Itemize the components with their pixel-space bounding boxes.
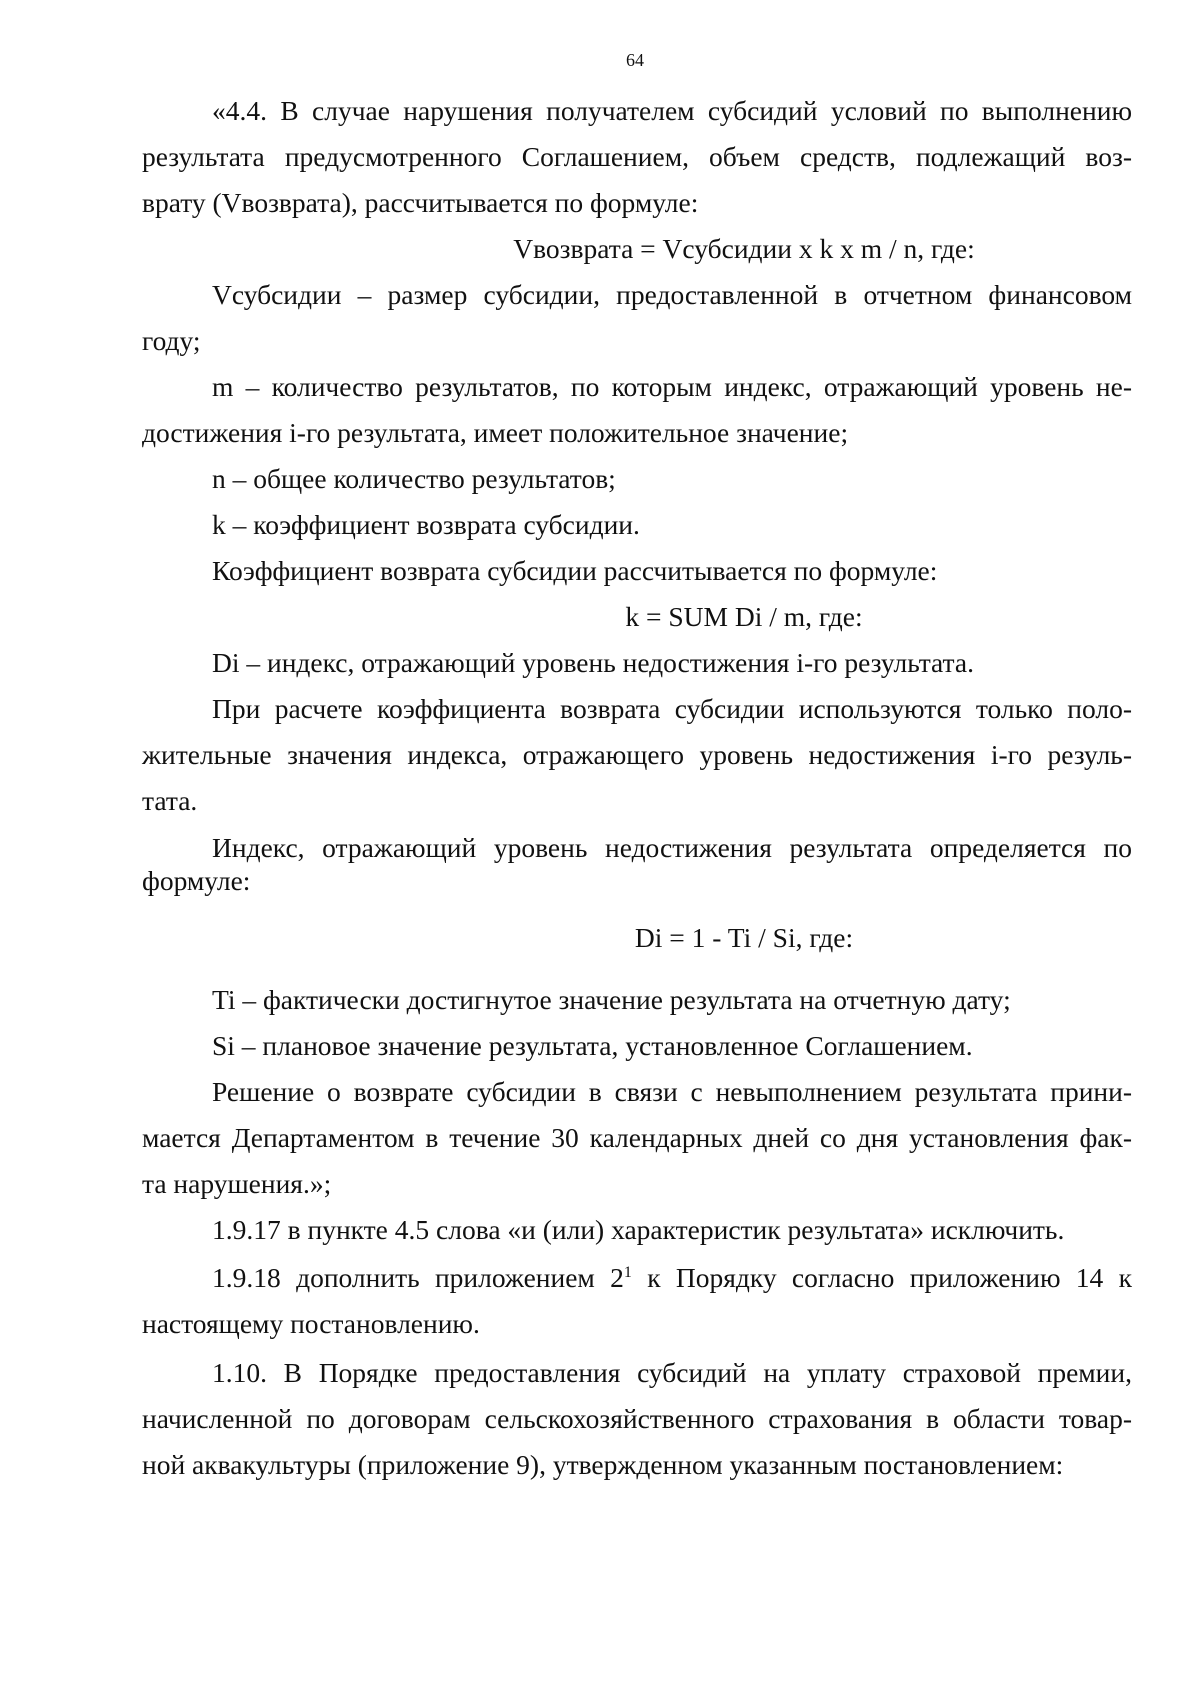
text-line: году; bbox=[142, 325, 201, 356]
page-number: 64 bbox=[626, 50, 644, 70]
text-line: n – общее количество результатов; bbox=[212, 463, 616, 494]
text-line: результата предусмотренного Соглашением, объем средств, подлежащий воз- bbox=[142, 141, 1132, 172]
formula-k: k = SUM Di / m, где: bbox=[625, 601, 863, 632]
text-line: формуле: bbox=[142, 865, 251, 896]
text-line: Решение о возврате субсидии в связи с невыполнением результата прини- bbox=[212, 1076, 1132, 1107]
text-line: Индекс, отражающий уровень недостижения результата определяется по bbox=[212, 832, 1132, 863]
superscript: 1 bbox=[623, 1263, 632, 1281]
text-segment: 1.9.18 дополнить приложением 2 bbox=[212, 1262, 624, 1293]
text-line: При расчете коэффициента возврата субсидии используются только поло- bbox=[212, 693, 1132, 724]
text-line: m – количество результатов, по которым индекс, отражающий уровень не- bbox=[212, 371, 1132, 402]
text-line: Коэффициент возврата субсидии рассчитывается по формуле: bbox=[212, 555, 938, 586]
text-line: Vсубсидии – размер субсидии, предоставленной в отчетном финансовом bbox=[212, 279, 1132, 310]
text-line: «4.4. В случае нарушения получателем субсидий условий по выполнению bbox=[212, 95, 1132, 126]
text-line: тата. bbox=[142, 785, 198, 816]
text-line: начисленной по договорам сельскохозяйственного страхования в области товар- bbox=[142, 1403, 1132, 1434]
text-line: жительные значения индекса, отражающего уровень недостижения i-го резуль- bbox=[142, 739, 1132, 770]
text-segment: к Порядку согласно приложению 14 к bbox=[631, 1262, 1132, 1293]
text-line bbox=[212, 1262, 1132, 1294]
formula-di: Di = 1 - Ti / Si, где: bbox=[634, 922, 854, 953]
text-line: мается Департаментом в течение 30 календарных дней со дня установления фак- bbox=[142, 1122, 1132, 1153]
text-line: Di – индекс, отражающий уровень недостижения i-го результата. bbox=[212, 647, 974, 678]
text-line: Si – плановое значение результата, установленное Соглашением. bbox=[212, 1030, 973, 1061]
text-line: та нарушения.»; bbox=[142, 1168, 332, 1199]
text-line: 1.10. В Порядке предоставления субсидий на уплату страховой премии, bbox=[212, 1357, 1132, 1388]
text-line: ной аквакультуры (приложение 9), утвержденном указанным постановлением: bbox=[142, 1449, 1064, 1480]
formula-v-return: Vвозврата = Vсубсидии x k x m / n, где: bbox=[513, 233, 975, 264]
text-line: Ti – фактически достигнутое значение результата на отчетную дату; bbox=[212, 984, 1011, 1015]
text-line: k – коэффициент возврата субсидии. bbox=[212, 509, 640, 540]
text-line: 1.9.17 в пункте 4.5 слова «и (или) характеристик результата» исключить. bbox=[212, 1214, 1065, 1245]
text-line: врату (Vвозврата), рассчитывается по формуле: bbox=[142, 187, 699, 218]
text-line: достижения i-го результата, имеет положительное значение; bbox=[142, 417, 849, 448]
text-line: настоящему постановлению. bbox=[142, 1308, 480, 1339]
